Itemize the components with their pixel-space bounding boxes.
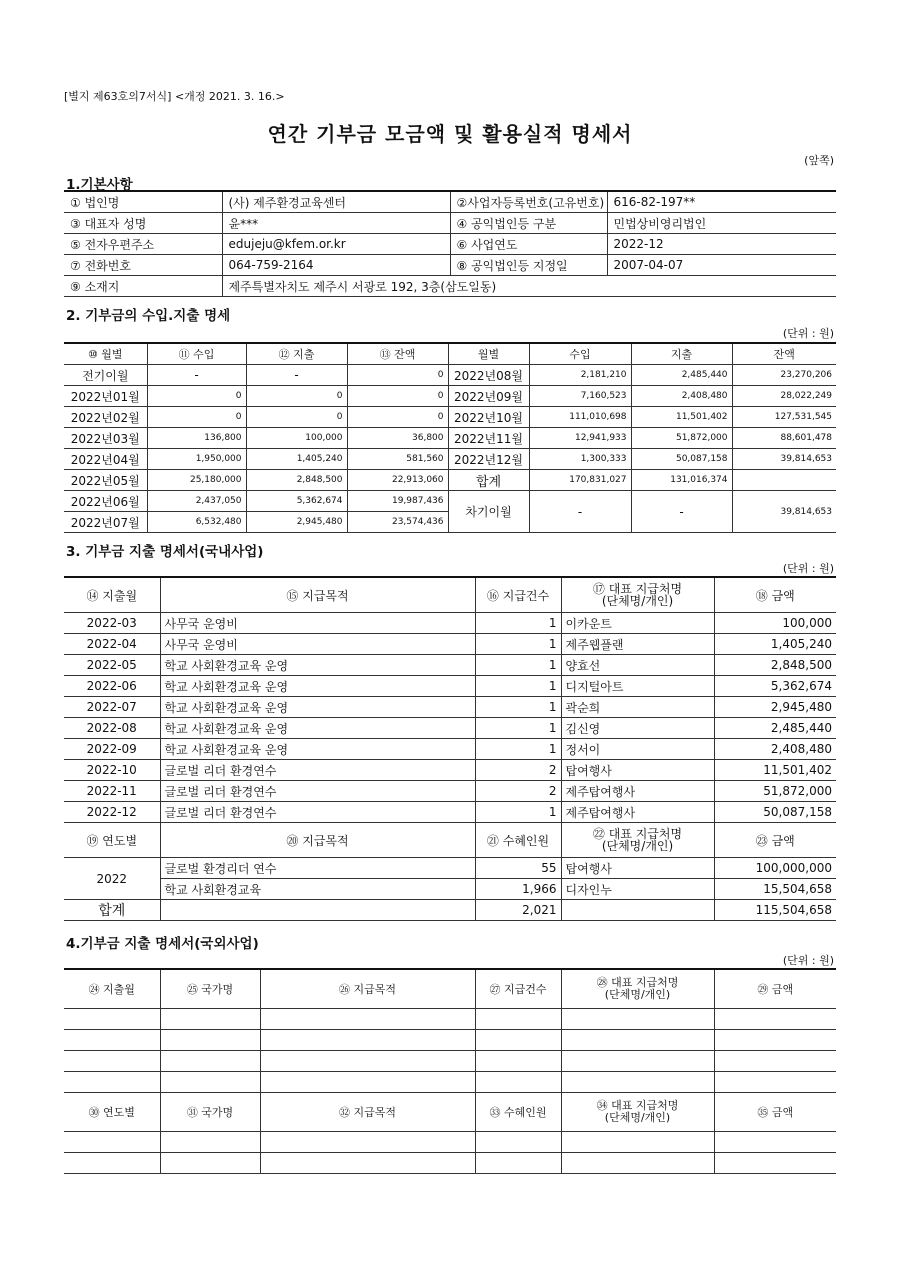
purpose-cell: 글로벌 환경리더 연수 [160, 858, 475, 879]
field-value: 윤*** [222, 213, 450, 234]
field-value: 2022-12 [607, 234, 836, 255]
amount-cell: 100,000 [714, 613, 836, 634]
table-cell: 581,560 [347, 449, 448, 470]
table-row [64, 802, 836, 823]
col-header: ㉕ 국가명 [160, 969, 260, 1009]
payee-cell: 탑여행사 [561, 760, 714, 781]
field-value: edujeju@kfem.or.kr [222, 234, 450, 255]
col-header: ㉑ 수혜인원 [475, 823, 561, 858]
total-count: 2,021 [475, 900, 561, 921]
carryover-income: - [529, 491, 631, 533]
income-expense-table [64, 342, 836, 533]
empty-cell [475, 1009, 561, 1030]
amount-cell: 51,872,000 [714, 781, 836, 802]
col-header: ⑪ 수입 [147, 343, 246, 365]
empty-cell [260, 1072, 475, 1093]
payee-cell: 디지털아트 [561, 676, 714, 697]
empty-cell [475, 1132, 561, 1153]
table-cell: 2022년01월 [64, 386, 147, 407]
payee-cell: 제주탑여행사 [561, 802, 714, 823]
col-header: ⑫ 지출 [246, 343, 347, 365]
field-label: ⑤ 전자우편주소 [64, 234, 222, 255]
amount-cell: 15,504,658 [714, 879, 836, 900]
table-cell: 39,814,653 [732, 449, 836, 470]
section4-unit: (단위 : 원) [782, 954, 834, 967]
empty-row [64, 1132, 836, 1153]
amount-cell: 2,408,480 [714, 739, 836, 760]
field-label: ⑧ 공익법인등 지정일 [450, 255, 607, 276]
income-cell: 6,532,480 [147, 512, 246, 533]
payee-cell: 정서이 [561, 739, 714, 760]
section4-heading: 4.기부금 지출 명세서(국외사업) [66, 936, 259, 952]
empty-cell [160, 1051, 260, 1072]
col-header: ㉔ 지출월 [64, 969, 160, 1009]
table-cell: 0 [246, 386, 347, 407]
table-cell: 7,160,523 [529, 386, 631, 407]
table-cell: 127,531,545 [732, 407, 836, 428]
empty-cell [714, 1072, 836, 1093]
total-amount: 115,504,658 [714, 900, 836, 921]
col-header: ⑰ 대표 지급처명 (단체명/개인) [561, 577, 714, 613]
section3-heading: 3. 기부금 지출 명세서(국내사업) [66, 544, 264, 560]
empty-cell [714, 1030, 836, 1051]
col-header: ⑮ 지급목적 [160, 577, 475, 613]
empty-cell [260, 1009, 475, 1030]
month-cell: 2022-08 [64, 718, 160, 739]
income-cell: 2,437,050 [147, 491, 246, 512]
table-row [64, 718, 836, 739]
empty-cell [260, 1132, 475, 1153]
month-cell: 2022-09 [64, 739, 160, 760]
table-cell: 0 [147, 386, 246, 407]
field-value: 064-759-2164 [222, 255, 450, 276]
table-cell: 51,872,000 [631, 428, 732, 449]
empty-cell [260, 1051, 475, 1072]
table-cell: 2022년10월 [448, 407, 529, 428]
col-header: ㉗ 지급건수 [475, 969, 561, 1009]
table-row [64, 739, 836, 760]
domestic-expense-table [64, 576, 836, 921]
table-cell: 28,022,249 [732, 386, 836, 407]
table-cell: - [147, 365, 246, 386]
table-cell: 2022년02월 [64, 407, 147, 428]
table-cell: 131,016,374 [631, 470, 732, 491]
col-header: ⑭ 지출월 [64, 577, 160, 613]
table-cell: 2022년08월 [448, 365, 529, 386]
table-cell: 2022년11월 [448, 428, 529, 449]
col-header: ㉟ 금액 [714, 1093, 836, 1132]
col-header: ⑩ 월별 [64, 343, 147, 365]
empty-cell [475, 1153, 561, 1174]
amount-cell: 2,848,500 [714, 655, 836, 676]
col-header: ⑳ 지급목적 [160, 823, 475, 858]
month-cell: 2022-04 [64, 634, 160, 655]
count-cell: 1 [475, 739, 561, 760]
payee-cell: 제주웹플랜 [561, 634, 714, 655]
amount-cell: 1,405,240 [714, 634, 836, 655]
empty-row [64, 1153, 836, 1174]
empty-cell [714, 1051, 836, 1072]
table-cell: 2022년03월 [64, 428, 147, 449]
info-row [64, 213, 836, 234]
purpose-cell: 글로벌 리더 환경연수 [160, 802, 475, 823]
col-header: ㉜ 지급목적 [260, 1093, 475, 1132]
count-cell: 2 [475, 760, 561, 781]
carryover-label: 차기이월 [448, 491, 529, 533]
table-cell: 0 [147, 407, 246, 428]
table-row [64, 407, 836, 428]
empty-cell [561, 900, 714, 921]
table-row [64, 365, 836, 386]
total-label: 합계 [64, 900, 160, 921]
carryover-balance: 39,814,653 [732, 491, 836, 533]
count-cell: 2 [475, 781, 561, 802]
col-header: 수입 [529, 343, 631, 365]
info-row [64, 255, 836, 276]
table-cell: 170,831,027 [529, 470, 631, 491]
purpose-cell: 학교 사회환경교육 운영 [160, 739, 475, 760]
field-label: ④ 공익법인등 구분 [450, 213, 607, 234]
empty-cell [160, 1030, 260, 1051]
table-row [64, 634, 836, 655]
table-cell: 합계 [448, 470, 529, 491]
balance-cell: 19,987,436 [347, 491, 448, 512]
table-cell: 136,800 [147, 428, 246, 449]
empty-cell [160, 1072, 260, 1093]
empty-cell [561, 1072, 714, 1093]
section3-unit: (단위 : 원) [782, 562, 834, 575]
empty-cell [160, 1132, 260, 1153]
table-cell: 88,601,478 [732, 428, 836, 449]
amount-cell: 11,501,402 [714, 760, 836, 781]
purpose-cell: 학교 사회환경교육 [160, 879, 475, 900]
amount-cell: 100,000,000 [714, 858, 836, 879]
info-row [64, 191, 836, 213]
table-cell: 23,270,206 [732, 365, 836, 386]
month-cell: 2022년07월 [64, 512, 147, 533]
field-label: ②사업자등록번호(고유번호) [450, 191, 607, 213]
field-value: 2007-04-07 [607, 255, 836, 276]
month-cell: 2022-03 [64, 613, 160, 634]
form-reference: [별지 제63호의7서식] <개정 2021. 3. 16.> [64, 90, 285, 103]
count-cell: 1 [475, 802, 561, 823]
field-value: 민법상비영리법인 [607, 213, 836, 234]
table-cell: 0 [246, 407, 347, 428]
empty-cell [64, 1051, 160, 1072]
table-row [64, 676, 836, 697]
section1-heading: 1.기본사항 [66, 177, 133, 193]
table-cell: 0 [347, 365, 448, 386]
purpose-cell: 학교 사회환경교육 운영 [160, 655, 475, 676]
purpose-cell: 글로벌 리더 환경연수 [160, 781, 475, 802]
amount-cell: 5,362,674 [714, 676, 836, 697]
count-cell: 55 [475, 858, 561, 879]
table-cell: 2,848,500 [246, 470, 347, 491]
empty-row [64, 1009, 836, 1030]
empty-cell [160, 900, 475, 921]
table-cell: 전기이월 [64, 365, 147, 386]
field-value: (사) 제주환경교육센터 [222, 191, 450, 213]
info-row [64, 234, 836, 255]
table-cell: 12,941,933 [529, 428, 631, 449]
purpose-cell: 글로벌 리더 환경연수 [160, 760, 475, 781]
col-header: ⑱ 금액 [714, 577, 836, 613]
count-cell: 1 [475, 676, 561, 697]
table-row [64, 449, 836, 470]
count-cell: 1 [475, 697, 561, 718]
empty-cell [714, 1009, 836, 1030]
payee-cell: 디자인누 [561, 879, 714, 900]
table-cell: 2,408,480 [631, 386, 732, 407]
table-cell: 2,181,210 [529, 365, 631, 386]
table-row [64, 428, 836, 449]
table-row [64, 470, 836, 491]
table-cell: - [246, 365, 347, 386]
section2-unit: (단위 : 원) [782, 327, 834, 340]
expense-cell: 2,945,480 [246, 512, 347, 533]
count-cell: 1 [475, 613, 561, 634]
col-header: ㉚ 연도별 [64, 1093, 160, 1132]
col-header: 지출 [631, 343, 732, 365]
empty-cell [64, 1132, 160, 1153]
table-cell: 11,501,402 [631, 407, 732, 428]
table-cell: 1,950,000 [147, 449, 246, 470]
count-cell: 1 [475, 655, 561, 676]
col-header: ㉘ 대표 지급처명 (단체명/개인) [561, 969, 714, 1009]
col-header: ㉙ 금액 [714, 969, 836, 1009]
table-cell: 0 [347, 407, 448, 428]
col-header: ㉖ 지급목적 [260, 969, 475, 1009]
table-row [64, 760, 836, 781]
empty-cell [475, 1030, 561, 1051]
table-row [64, 386, 836, 407]
empty-cell [64, 1072, 160, 1093]
table-cell: 111,010,698 [529, 407, 631, 428]
field-label: ① 법인명 [64, 191, 222, 213]
table-cell: 1,405,240 [246, 449, 347, 470]
empty-cell [561, 1030, 714, 1051]
col-header: 월별 [448, 343, 529, 365]
address-label: ⑨ 소재지 [64, 276, 222, 297]
field-label: ⑦ 전화번호 [64, 255, 222, 276]
table-row [64, 697, 836, 718]
amount-cell: 2,485,440 [714, 718, 836, 739]
table-cell: 22,913,060 [347, 470, 448, 491]
col-header: 잔액 [732, 343, 836, 365]
table-cell: 2,485,440 [631, 365, 732, 386]
month-cell: 2022-11 [64, 781, 160, 802]
empty-cell [714, 1153, 836, 1174]
col-header: ㉒ 대표 지급처명 (단체명/개인) [561, 823, 714, 858]
month-cell: 2022-07 [64, 697, 160, 718]
empty-cell [475, 1051, 561, 1072]
empty-cell [561, 1009, 714, 1030]
payee-cell: 양효선 [561, 655, 714, 676]
purpose-cell: 학교 사회환경교육 운영 [160, 676, 475, 697]
table-row [64, 655, 836, 676]
table-cell: 2022년04월 [64, 449, 147, 470]
col-header: ㉛ 국가명 [160, 1093, 260, 1132]
empty-cell [561, 1153, 714, 1174]
table-cell: 2022년09월 [448, 386, 529, 407]
carryover-expense: - [631, 491, 732, 533]
col-header: ㉓ 금액 [714, 823, 836, 858]
payee-cell: 김신영 [561, 718, 714, 739]
page-title: 연간 기부금 모금액 및 활용실적 명세서 [267, 122, 633, 146]
payee-cell: 탑여행사 [561, 858, 714, 879]
amount-cell: 2,945,480 [714, 697, 836, 718]
table-row [64, 781, 836, 802]
balance-cell: 23,574,436 [347, 512, 448, 533]
empty-cell [64, 1153, 160, 1174]
basic-info-table [64, 190, 836, 297]
empty-cell [561, 1132, 714, 1153]
table-row [64, 613, 836, 634]
overseas-expense-table [64, 968, 836, 1174]
empty-cell [561, 1051, 714, 1072]
expense-cell: 5,362,674 [246, 491, 347, 512]
empty-cell [160, 1153, 260, 1174]
amount-cell: 50,087,158 [714, 802, 836, 823]
payee-cell: 이카운트 [561, 613, 714, 634]
purpose-cell: 사무국 운영비 [160, 634, 475, 655]
empty-cell [260, 1030, 475, 1051]
address-value: 제주특별자치도 제주시 서광로 192, 3층(삼도일동) [222, 276, 836, 297]
purpose-cell: 사무국 운영비 [160, 613, 475, 634]
empty-cell [714, 1132, 836, 1153]
table-cell: 50,087,158 [631, 449, 732, 470]
section2-heading: 2. 기부금의 수입.지출 명세 [66, 308, 231, 324]
count-cell: 1 [475, 634, 561, 655]
table-cell: 1,300,333 [529, 449, 631, 470]
field-value: 616-82-197** [607, 191, 836, 213]
empty-row [64, 1030, 836, 1051]
table-cell: 2022년12월 [448, 449, 529, 470]
payee-cell: 곽순희 [561, 697, 714, 718]
field-label: ③ 대표자 성명 [64, 213, 222, 234]
empty-row [64, 1072, 836, 1093]
payee-cell: 제주탑여행사 [561, 781, 714, 802]
col-header: ⑬ 잔액 [347, 343, 448, 365]
purpose-cell: 학교 사회환경교육 운영 [160, 718, 475, 739]
table-cell: 36,800 [347, 428, 448, 449]
count-cell: 1 [475, 718, 561, 739]
empty-cell [64, 1009, 160, 1030]
month-cell: 2022-06 [64, 676, 160, 697]
month-cell: 2022년06월 [64, 491, 147, 512]
field-label: ⑥ 사업연도 [450, 234, 607, 255]
empty-cell [160, 1009, 260, 1030]
table-cell: 0 [347, 386, 448, 407]
month-cell: 2022-12 [64, 802, 160, 823]
col-header: ⑯ 지급건수 [475, 577, 561, 613]
table-cell: 25,180,000 [147, 470, 246, 491]
month-cell: 2022-05 [64, 655, 160, 676]
col-header: ㉞ 대표 지급처명 (단체명/개인) [561, 1093, 714, 1132]
year-cell: 2022 [64, 858, 160, 900]
table-cell [732, 470, 836, 491]
empty-row [64, 1051, 836, 1072]
empty-cell [260, 1153, 475, 1174]
table-cell: 2022년05월 [64, 470, 147, 491]
table-cell: 100,000 [246, 428, 347, 449]
count-cell: 1,966 [475, 879, 561, 900]
col-header: ⑲ 연도별 [64, 823, 160, 858]
page-side-label: (앞쪽) [804, 154, 834, 167]
empty-cell [475, 1072, 561, 1093]
empty-cell [64, 1030, 160, 1051]
purpose-cell: 학교 사회환경교육 운영 [160, 697, 475, 718]
col-header: ㉝ 수혜인원 [475, 1093, 561, 1132]
month-cell: 2022-10 [64, 760, 160, 781]
